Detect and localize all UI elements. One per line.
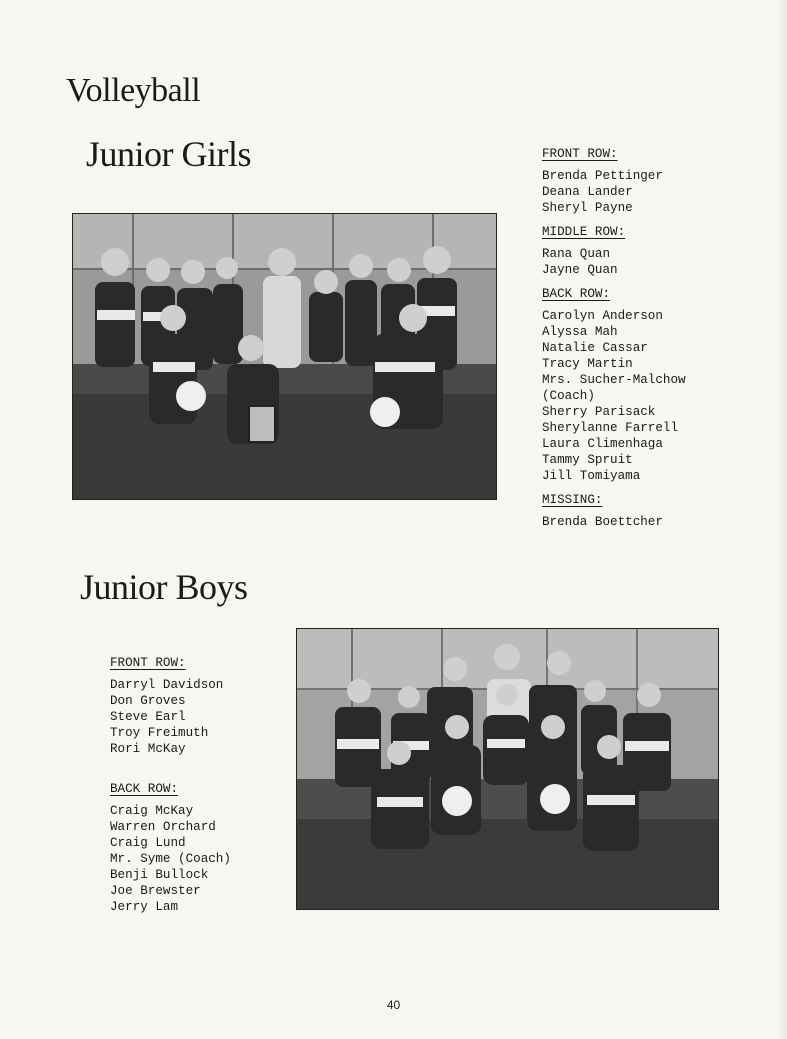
list-item: Rori McKay	[110, 742, 186, 756]
boys-back-row-list	[110, 803, 231, 915]
list-item: Don Groves	[110, 694, 186, 708]
girls-back-row-label: BACK ROW:	[542, 287, 611, 301]
boys-front-row-label: FRONT ROW:	[110, 656, 186, 670]
girls-missing-label: MISSING:	[542, 493, 603, 507]
list-item: Sherry Parisack	[542, 405, 656, 419]
junior-girls-team-photo	[72, 213, 497, 500]
list-item: Benji Bullock	[110, 868, 209, 882]
girls-front-row-list	[542, 168, 686, 216]
list-item: Joe Brewster	[110, 884, 201, 898]
page-title: Volleyball	[66, 72, 201, 109]
list-item: Mr. Syme (Coach)	[110, 852, 231, 866]
list-item: Brenda Pettinger	[542, 169, 663, 183]
junior-girls-heading: Junior Girls	[86, 134, 251, 174]
list-item: Carolyn Anderson	[542, 309, 663, 323]
junior-boys-roster	[110, 655, 231, 923]
girls-front-row-label: FRONT ROW:	[542, 147, 618, 161]
list-item: Troy Freimuth	[110, 726, 209, 740]
list-item: Warren Orchard	[110, 820, 216, 834]
girls-missing-list	[542, 514, 686, 530]
list-item: Natalie Cassar	[542, 341, 648, 355]
boys-front-row-list	[110, 677, 231, 757]
girls-back-row-list	[542, 308, 686, 484]
list-item: Laura Climenhaga	[542, 437, 663, 451]
list-item: Deana Lander	[542, 185, 633, 199]
list-item: Jerry Lam	[110, 900, 179, 914]
list-item: Rana Quan	[542, 247, 611, 261]
junior-boys-heading: Junior Boys	[80, 567, 248, 607]
list-item: Sheryl Payne	[542, 201, 633, 215]
list-item: Tammy Spruit	[542, 453, 633, 467]
list-item: Darryl Davidson	[110, 678, 224, 692]
list-item: Alyssa Mah	[542, 325, 618, 339]
page-edge-shadow	[777, 0, 787, 1039]
junior-boys-team-photo	[296, 628, 719, 910]
girls-middle-row-label: MIDDLE ROW:	[542, 225, 626, 239]
list-item: Craig McKay	[110, 804, 194, 818]
girls-middle-row-list	[542, 246, 686, 278]
list-item: Steve Earl	[110, 710, 186, 724]
list-item: (Coach)	[542, 389, 595, 403]
page-number: 40	[386, 998, 401, 1012]
boys-back-row-label: BACK ROW:	[110, 782, 179, 796]
list-item: Jill Tomiyama	[542, 469, 641, 483]
list-item: Brenda Boettcher	[542, 515, 663, 529]
list-item: Jayne Quan	[542, 263, 618, 277]
list-item: Craig Lund	[110, 836, 186, 850]
list-item: Mrs. Sucher-Malchow	[542, 373, 686, 387]
list-item: Sherylanne Farrell	[542, 421, 679, 435]
list-item: Tracy Martin	[542, 357, 633, 371]
junior-girls-roster	[542, 146, 686, 538]
